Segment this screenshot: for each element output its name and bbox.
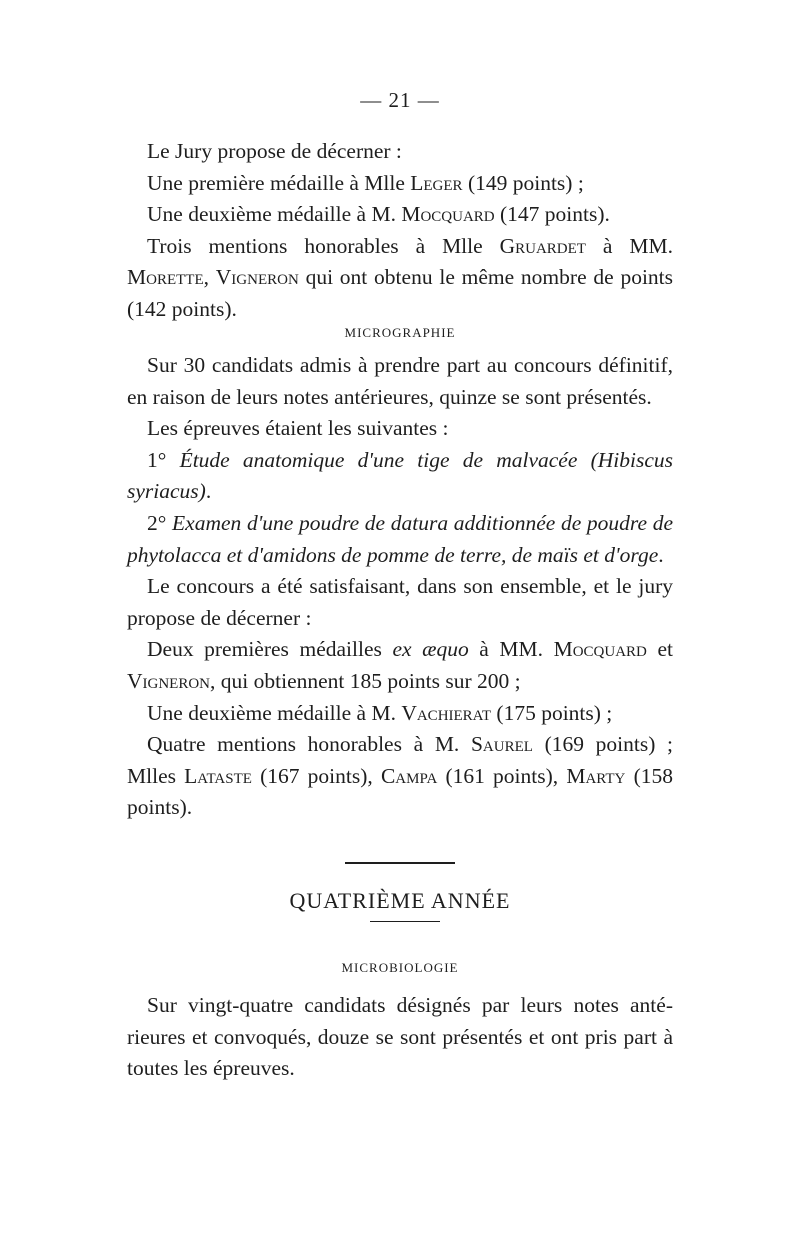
section-title-microbiologie: MICROBIOLOGIE bbox=[341, 960, 459, 975]
paragraph: Quatre mentions honorables à M. Saurel (169 points) ; Mlles Lataste (167 points), Campa (161 points), Marty (158 points). bbox=[127, 732, 673, 820]
person-name: Vigneron bbox=[215, 265, 299, 290]
microbiologie-block bbox=[127, 990, 673, 1085]
paragraph: Sur 30 candidats admis à prendre part au concours définitif, en raison de leurs notes antérieures, quinze se sont présentés. bbox=[127, 353, 673, 409]
paragraph: Une deuxième médaille à M. Mocquard (147 points). bbox=[147, 202, 610, 227]
person-name: Vigneron bbox=[127, 668, 211, 693]
paragraph: Trois mentions honorables à Mlle Gruardet à MM. Morette, Vigneron qui ont obtenu le même nombre de points (142 points). bbox=[127, 233, 674, 321]
person-name: Marty bbox=[566, 763, 626, 788]
paragraph: 2° Examen d'une poudre de datura additionnée de poudre de phytolacca et d'amidons de pomme de terre, de maïs et d'orge. bbox=[127, 510, 673, 567]
person-name: Gruardet bbox=[499, 233, 586, 258]
person-name: Morette bbox=[127, 265, 204, 290]
paragraph: Le Jury propose de décerner : bbox=[147, 139, 402, 163]
person-name: Saurel bbox=[470, 732, 533, 757]
paragraph: Deux premières médailles ex æquo à MM. Mocquard et Vigneron, qui obtiennent 185 points sur 200 ; bbox=[127, 637, 673, 693]
micrographie-block bbox=[127, 350, 673, 824]
paragraph: Une première médaille à Mlle Leger (149 points) ; bbox=[147, 170, 584, 195]
title-underline-rule bbox=[370, 921, 440, 922]
jury-proposal-block bbox=[127, 136, 673, 326]
person-name: Campa bbox=[380, 763, 438, 788]
section-divider-rule bbox=[345, 862, 455, 864]
paragraph: Le concours a été satisfaisant, dans son ensemble, et le jury propose de décerner : bbox=[127, 574, 673, 630]
page-number: — 21 — bbox=[360, 88, 440, 112]
person-name: Vachierat bbox=[401, 700, 492, 725]
section-title-quatrieme-annee: QUATRIÈME ANNÉE bbox=[289, 888, 511, 913]
person-name: Mocquard bbox=[553, 637, 647, 662]
paragraph: 1° Étude anatomique d'une tige de malvacée (Hibiscus syriacus). bbox=[127, 447, 673, 504]
paragraph: Les épreuves étaient les suivantes : bbox=[147, 416, 449, 441]
person-name: Mocquard bbox=[401, 202, 495, 227]
paragraph: Sur vingt-quatre candidats désignés par leurs notes antérieures et convoqués, douze se sont présentés et ont pris part à toutes les épreuves. bbox=[127, 993, 673, 1081]
paragraph: Une deuxième médaille à M. Vachierat (175 points) ; bbox=[147, 700, 613, 725]
section-title-micrographie: MICROGRAPHIE bbox=[344, 325, 456, 340]
person-name: Leger bbox=[410, 170, 463, 195]
person-name: Lataste bbox=[184, 763, 252, 788]
